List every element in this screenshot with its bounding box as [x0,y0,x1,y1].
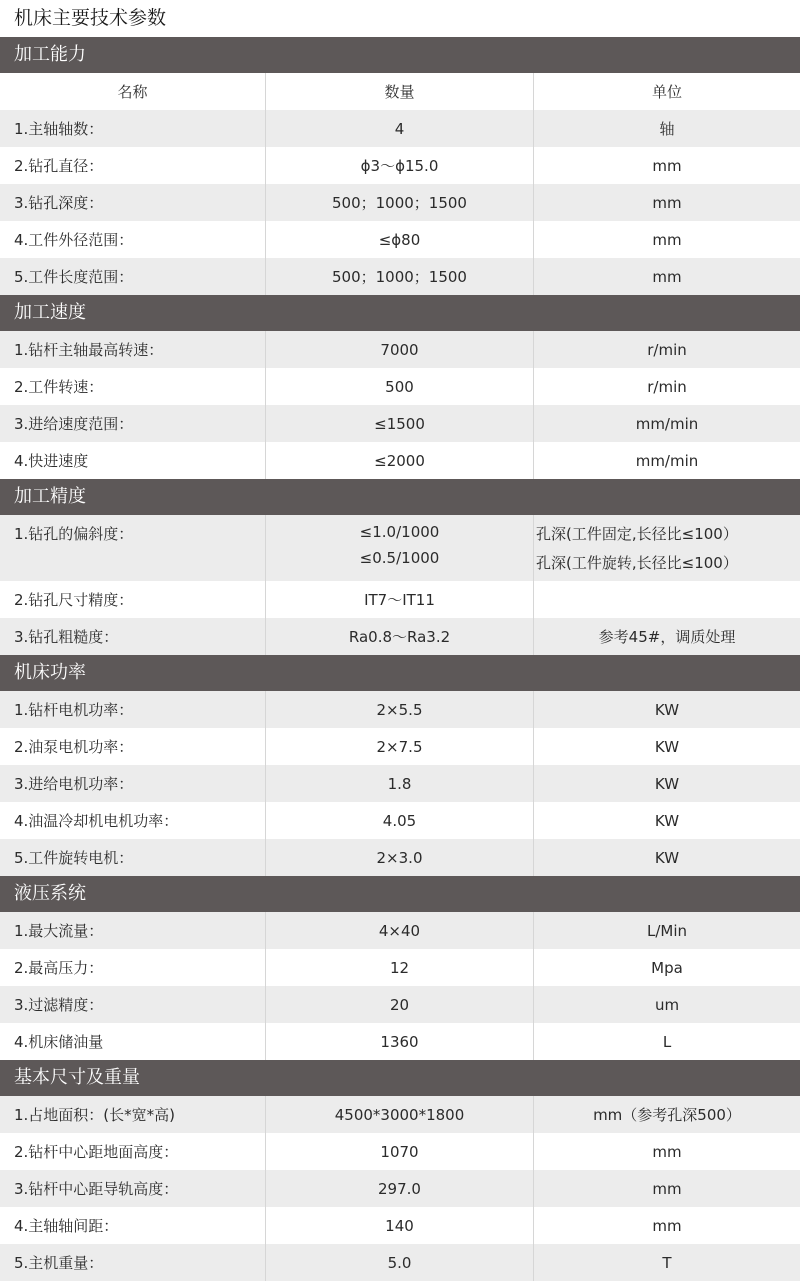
table-row [0,221,800,258]
param-value: ≤1500 [266,405,534,442]
param-value: 5.0 [266,1244,534,1281]
param-value: 500 [266,368,534,405]
param-name: 1.钻孔的偏斜度： [0,515,266,581]
param-unit: 孔深(工件固定,长径比≤100） [536,525,738,543]
param-unit: mm [652,230,682,249]
param-value: 2×7.5 [266,728,534,765]
param-value: 7000 [266,331,534,368]
param-unit-group [534,515,800,581]
param-name: 5.工件长度范围： [0,258,266,295]
param-unit: KW [654,811,680,830]
table-row [0,1023,800,1060]
param-name: 4.机床储油量 [0,1023,266,1060]
param-name: 1.主轴轴数： [0,110,266,147]
param-unit: r/min [647,340,687,359]
param-unit: mm [652,156,682,175]
param-value: 1360 [266,1023,534,1060]
param-name: 2.最高压力： [0,949,266,986]
table-row [0,1096,800,1133]
param-value: 12 [266,949,534,986]
table-row [0,765,800,802]
param-name: 4.工件外径范围： [0,221,266,258]
param-unit: mm [652,267,682,286]
param-unit: 轴 [659,120,675,138]
param-name: 2.工件转速： [0,368,266,405]
param-name: 3.进给电机功率： [0,765,266,802]
param-unit: um [654,995,680,1014]
table-row [0,691,800,728]
param-value: 1070 [266,1133,534,1170]
param-unit: mm（参考孔深500） [593,1106,741,1124]
param-name: 3.钻孔粗糙度： [0,618,266,655]
param-unit: 孔深(工件旋转,长径比≤100） [536,554,738,572]
table-row [0,405,800,442]
param-unit: mm [652,193,682,212]
param-value-group [266,515,534,581]
param-name: 4.油温冷却机电机功率： [0,802,266,839]
table-row [0,442,800,479]
table-row [0,147,800,184]
param-unit: L [662,1032,672,1051]
param-unit [534,581,800,618]
page-title: 机床主要技术参数 [0,0,800,37]
table-row [0,1170,800,1207]
column-header-quantity: 数量 [266,73,534,110]
param-name: 1.占地面积：(长*宽*高) [0,1096,266,1133]
table-row [0,618,800,655]
param-value: 297.0 [266,1170,534,1207]
table-row [0,986,800,1023]
param-value: 4×40 [266,912,534,949]
param-unit: Mpa [651,958,683,977]
param-unit: T [662,1253,672,1272]
table-row [0,258,800,295]
param-name: 1.钻杆主轴最高转速： [0,331,266,368]
param-value: ≤ϕ80 [266,221,534,258]
section-header-machining-capacity: 加工能力 [0,37,800,73]
param-value: 140 [266,1207,534,1244]
param-unit: L/Min [646,921,688,940]
table-row [0,331,800,368]
param-unit: mm [652,1142,682,1161]
column-header-unit: 单位 [651,83,682,101]
param-name: 2.钻孔直径： [0,147,266,184]
param-unit: KW [654,848,680,867]
table-row [0,912,800,949]
table-row [0,368,800,405]
param-name: 3.进给速度范围： [0,405,266,442]
param-name: 4.主轴轴间距： [0,1207,266,1244]
param-name: 1.最大流量： [0,912,266,949]
section-header-machining-precision: 加工精度 [0,479,800,515]
param-value: ≤1.0/1000 [359,523,440,541]
param-name: 2.油泵电机功率： [0,728,266,765]
param-unit: r/min [647,377,687,396]
param-value: Ra0.8～Ra3.2 [266,618,534,655]
param-name: 1.钻杆电机功率： [0,691,266,728]
param-value: IT7～IT11 [266,581,534,618]
table-row [0,949,800,986]
param-value: ≤0.5/1000 [359,549,440,567]
table-row [0,1207,800,1244]
table-column-header-row [0,73,800,110]
section-header-hydraulic-system: 液压系统 [0,876,800,912]
section-header-machining-speed: 加工速度 [0,295,800,331]
column-header-name: 名称 [0,73,266,110]
param-value: 2×5.5 [266,691,534,728]
param-unit: mm/min [635,451,699,470]
param-name: 2.钻孔尺寸精度： [0,581,266,618]
table-row [0,802,800,839]
section-header-machine-power: 机床功率 [0,655,800,691]
param-value: 2×3.0 [266,839,534,876]
param-unit: 参考45#，调质处理 [598,628,736,646]
table-row [0,184,800,221]
param-name: 3.钻孔深度： [0,184,266,221]
param-value: ϕ3～ϕ15.0 [266,147,534,184]
param-unit: mm/min [635,414,699,433]
param-name: 4.快进速度 [0,442,266,479]
table-row [0,728,800,765]
param-value: ≤2000 [266,442,534,479]
table-row [0,110,800,147]
param-name: 3.过滤精度： [0,986,266,1023]
param-name: 2.钻杆中心距地面高度： [0,1133,266,1170]
param-value: 4500*3000*1800 [266,1096,534,1133]
param-name: 5.工件旋转电机： [0,839,266,876]
param-unit: KW [654,700,680,719]
param-value: 500；1000；1500 [266,184,534,221]
param-name: 5.主机重量： [0,1244,266,1281]
param-name: 3.钻杆中心距导轨高度： [0,1170,266,1207]
table-row [0,515,800,581]
param-unit: mm [652,1179,682,1198]
table-row [0,1244,800,1281]
table-row [0,839,800,876]
param-unit: KW [654,774,680,793]
param-unit: mm [652,1216,682,1235]
table-row [0,581,800,618]
param-value: 4.05 [266,802,534,839]
param-unit: KW [654,737,680,756]
param-value: 20 [266,986,534,1023]
param-value: 4 [266,110,534,147]
param-value: 1.8 [266,765,534,802]
param-value: 500；1000；1500 [266,258,534,295]
table-row [0,1133,800,1170]
section-header-dimensions-weight: 基本尺寸及重量 [0,1060,800,1096]
